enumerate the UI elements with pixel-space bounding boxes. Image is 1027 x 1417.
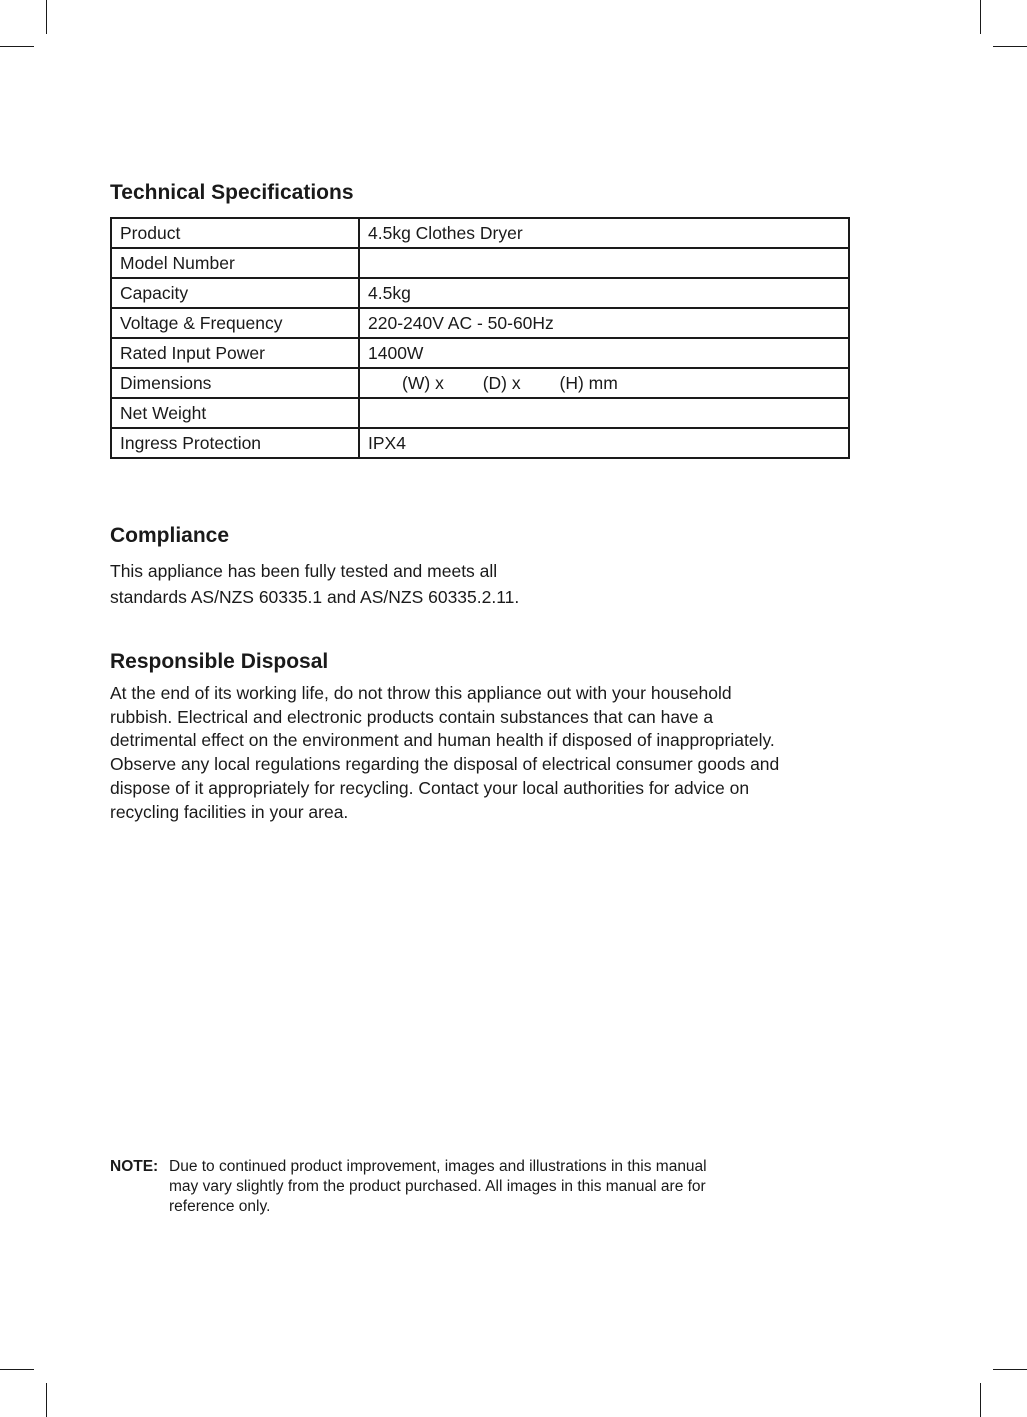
table-row bbox=[111, 248, 849, 278]
crop-mark-top-right-horizontal bbox=[993, 46, 1027, 47]
spec-label: Model Number bbox=[111, 248, 359, 278]
crop-mark-top-left-horizontal bbox=[0, 46, 34, 47]
paragraph-line: dispose of it appropriately for recycling. Contact your local authorities for advice on bbox=[110, 777, 750, 798]
note-body bbox=[169, 1157, 707, 1217]
specifications-table bbox=[110, 217, 850, 459]
crop-mark-top-right-vertical bbox=[980, 0, 981, 34]
crop-mark-bottom-left-horizontal bbox=[0, 1369, 34, 1370]
table-row bbox=[111, 368, 849, 398]
paragraph-line: At the end of its working life, do not throw this appliance out with your household bbox=[110, 683, 732, 703]
spec-value: 220-240V AC - 50-60Hz bbox=[359, 308, 849, 338]
spec-label: Rated Input Power bbox=[111, 338, 359, 368]
crop-mark-bottom-right-vertical bbox=[980, 1383, 981, 1417]
crop-mark-top-left-vertical bbox=[46, 0, 47, 34]
table-row bbox=[111, 278, 849, 308]
spec-label: Net Weight bbox=[111, 398, 359, 428]
spec-label: Product bbox=[111, 218, 359, 248]
paragraph-line: This appliance has been fully tested and meets all bbox=[110, 561, 498, 581]
table-row bbox=[111, 308, 849, 338]
compliance-heading: Compliance bbox=[110, 524, 230, 547]
spec-label: Capacity bbox=[111, 278, 359, 308]
crop-mark-bottom-left-vertical bbox=[46, 1383, 47, 1417]
spec-value: 4.5kg bbox=[359, 278, 849, 308]
paragraph-line: rubbish. Electrical and electronic products contain substances that can have a bbox=[110, 706, 714, 727]
note-line: Due to continued product improvement, images and illustrations in this manual bbox=[169, 1158, 707, 1175]
paragraph-line: recycling facilities in your area. bbox=[110, 801, 349, 822]
table-row bbox=[111, 218, 849, 248]
responsible-disposal-paragraph bbox=[110, 682, 779, 824]
responsible-disposal-heading: Responsible Disposal bbox=[110, 650, 329, 673]
paragraph-line: detrimental effect on the environment and human health if disposed of inappropriately. bbox=[110, 730, 775, 751]
note-line: may vary slightly from the product purchased. All images in this manual are for bbox=[169, 1178, 706, 1195]
spec-value: 1400W bbox=[359, 338, 849, 368]
spec-value: (W) x (D) x (H) mm bbox=[359, 368, 849, 398]
note-line: reference only. bbox=[169, 1198, 271, 1215]
spec-label: Ingress Protection bbox=[111, 428, 359, 458]
spec-value bbox=[359, 248, 849, 278]
spec-label: Voltage & Frequency bbox=[111, 308, 359, 338]
spec-value: 4.5kg Clothes Dryer bbox=[359, 218, 849, 248]
compliance-paragraph bbox=[110, 558, 519, 610]
crop-mark-bottom-right-horizontal bbox=[993, 1369, 1027, 1370]
table-row bbox=[111, 428, 849, 458]
spec-label: Dimensions bbox=[111, 368, 359, 398]
technical-specifications-heading: Technical Specifications bbox=[110, 181, 354, 204]
table-row bbox=[111, 398, 849, 428]
table-row bbox=[111, 338, 849, 368]
paragraph-line: standards AS/NZS 60335.1 and AS/NZS 60335.2.11. bbox=[110, 587, 520, 607]
spec-value: IPX4 bbox=[359, 428, 849, 458]
note-label: NOTE: bbox=[110, 1158, 159, 1175]
paragraph-line: Observe any local regulations regarding the disposal of electrical consumer goods and bbox=[110, 754, 780, 775]
spec-value bbox=[359, 398, 849, 428]
